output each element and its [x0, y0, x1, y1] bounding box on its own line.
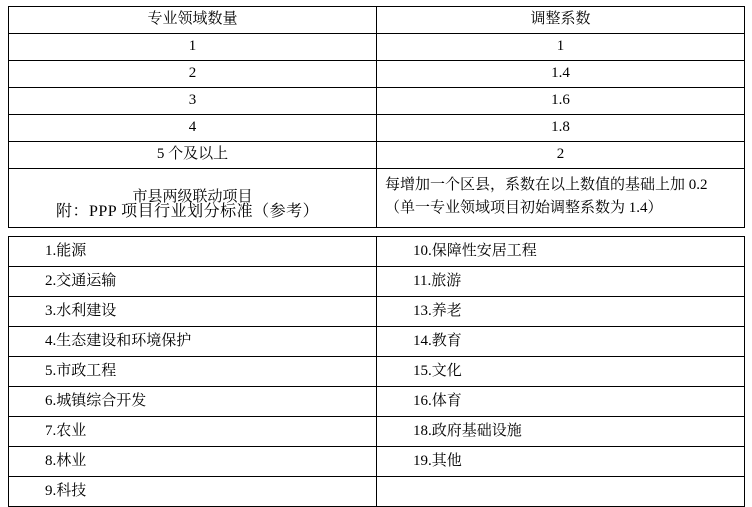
industry-item: 18.政府基础设施	[377, 417, 745, 447]
industry-item: 15.文化	[377, 357, 745, 387]
coefficient-value: 1.8	[377, 115, 745, 142]
industry-item: 7.农业	[9, 417, 377, 447]
coefficient-count: 4	[9, 115, 377, 142]
industry-item: 1.能源	[9, 237, 377, 267]
table-row	[9, 142, 745, 169]
table-row	[9, 61, 745, 88]
industry-item: 11.旅游	[377, 267, 745, 297]
industry-item: 19.其他	[377, 447, 745, 477]
industry-item: 10.保障性安居工程	[377, 237, 745, 267]
industry-item: 14.教育	[377, 327, 745, 357]
appendix-caption: 附：PPP 项目行业划分标准（参考）	[56, 203, 320, 220]
table-row	[9, 387, 745, 417]
industry-item: 8.林业	[9, 447, 377, 477]
linked-project-label: 市县两级联动项目	[9, 169, 377, 228]
table-row	[9, 417, 745, 447]
coefficient-header-field: 专业领域数量	[9, 7, 377, 34]
coefficient-count: 5 个及以上	[9, 142, 377, 169]
industry-item: 16.体育	[377, 387, 745, 417]
table-row	[9, 297, 745, 327]
coefficient-value: 1	[377, 34, 745, 61]
table-row	[9, 115, 745, 142]
coefficient-value: 2	[377, 142, 745, 169]
industry-item: 6.城镇综合开发	[9, 387, 377, 417]
industry-item: 13.养老	[377, 297, 745, 327]
industry-item: 5.市政工程	[9, 357, 377, 387]
industry-category-table	[8, 236, 745, 507]
industry-item: 3.水利建设	[9, 297, 377, 327]
table-row	[9, 237, 745, 267]
coefficient-count: 3	[9, 88, 377, 115]
linked-project-note: 每增加一个区县，系数在以上数值的基础上加 0.2（单一专业领域项目初始调整系数为 1.4）	[377, 169, 745, 228]
coefficient-value: 1.4	[377, 61, 745, 88]
coefficient-count: 1	[9, 34, 377, 61]
table-row	[9, 477, 745, 507]
table-row	[9, 34, 745, 61]
coefficient-value: 1.6	[377, 88, 745, 115]
table-row	[9, 327, 745, 357]
coefficient-table	[8, 6, 745, 228]
table-row	[9, 88, 745, 115]
table-row	[9, 357, 745, 387]
industry-item-empty	[377, 477, 745, 507]
coefficient-header-value: 调整系数	[377, 7, 745, 34]
table-row	[9, 7, 745, 34]
coefficient-count: 2	[9, 61, 377, 88]
table-row	[9, 267, 745, 297]
industry-item: 9.科技	[9, 477, 377, 507]
industry-item: 4.生态建设和环境保护	[9, 327, 377, 357]
industry-item: 2.交通运输	[9, 267, 377, 297]
